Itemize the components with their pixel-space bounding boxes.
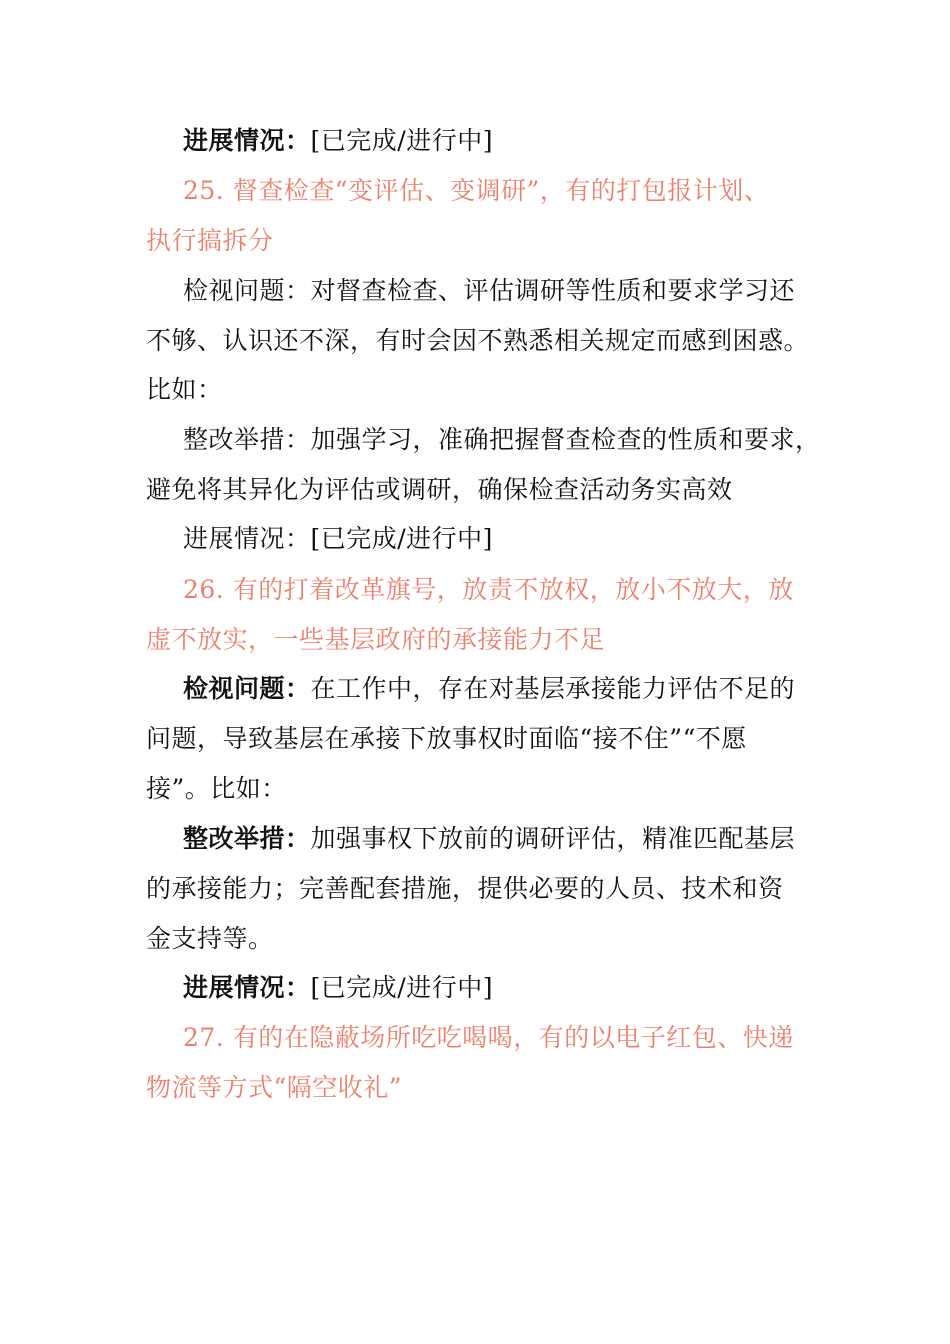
- item-26-heading-line-2: 虚不放实，一些基层政府的承接能力不足: [146, 625, 606, 654]
- progress-value: [已完成/进行中]: [310, 973, 493, 1002]
- review-25-line-1: 检视问题：对督查检查、评估调研等性质和要求学习还: [183, 276, 796, 305]
- progress-label: 进展情况：: [183, 973, 311, 1002]
- review-25-line-3: 比如：: [146, 375, 223, 404]
- progress-status-line-2: 进展情况：[已完成/进行中]: [183, 524, 493, 553]
- item-25-heading-line-1: 25. 督查检查“变评估、变调研”，有的打包报计划、: [183, 176, 770, 205]
- review-25-line-2: 不够、认识还不深，有时会因不熟悉相关规定而感到困惑。: [146, 326, 810, 355]
- progress-status-line-1: [183, 126, 493, 156]
- review-26-line-1: [183, 674, 795, 704]
- review-26-line-2: 问题，导致基层在承接下放事权时面临“接不住”“不愿: [146, 724, 747, 753]
- item-26-heading-line-1: 26. 有的打着改革旗号，放责不放权，放小不放大，放: [183, 575, 794, 604]
- measure-25-line-2: 避免将其异化为评估或调研，确保检查活动务实高效: [146, 475, 733, 504]
- review-text: 在工作中，存在对基层承接能力评估不足的: [310, 674, 796, 703]
- measure-25-line-1: 整改举措：加强学习，准确把握督查检查的性质和要求，: [183, 425, 821, 454]
- measure-text: 加强事权下放前的调研评估，精准匹配基层: [310, 824, 796, 853]
- item-25-heading-line-2: 执行搞拆分: [146, 226, 274, 255]
- progress-label: 进展情况：: [183, 126, 311, 155]
- measure-26-line-2: 的承接能力；完善配套措施，提供必要的人员、技术和资: [146, 874, 784, 903]
- review-label: 检视问题：: [183, 674, 311, 703]
- progress-status-line-3: [183, 973, 493, 1003]
- measure-26-line-1: [183, 824, 795, 854]
- review-26-line-3: 接”。比如：: [146, 774, 287, 803]
- item-27-heading-line-2: 物流等方式“隔空收礼”: [146, 1073, 403, 1102]
- measure-label: 整改举措：: [183, 824, 311, 853]
- item-27-heading-line-1: 27. 有的在隐蔽场所吃吃喝喝，有的以电子红包、快递: [183, 1023, 794, 1052]
- measure-26-line-3: 金支持等。: [146, 924, 274, 953]
- progress-value: [已完成/进行中]: [310, 126, 493, 155]
